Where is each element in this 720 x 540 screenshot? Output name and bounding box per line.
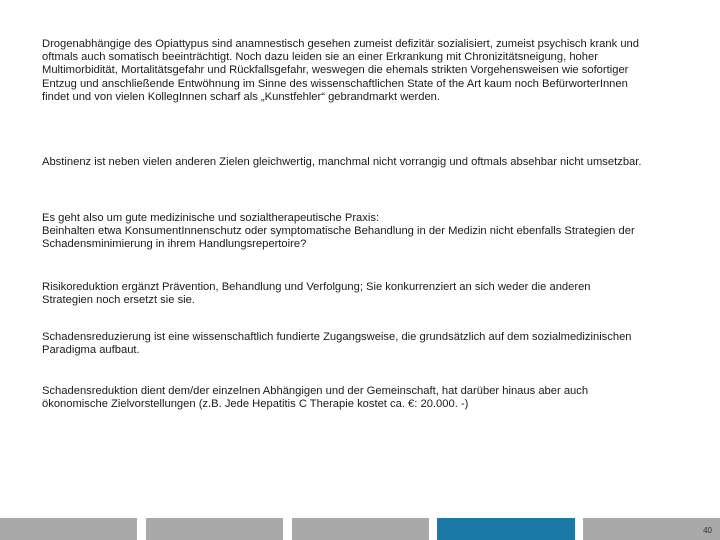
paragraph-opiate-users: Drogenabhängige des Opiattypus sind anamnestisch gesehen zumeist defizitär sozialisiert, zumeist psychisch krank und oftmals auch somatisch beeinträchtigt. Noch dazu leiden sie an einer Erkrankung mit Chronizitätsneigung, hoher Multimorbidität, Mortalitätsgefahr und Rückfallsgefahr, weswegen die ehemals strikten Vorgehensweisen wie sofortiger Entzug und anschließende Entwöhnung im Sinne des wissenschaftlichen State of the Art kaum noch BefürworterInnen findet und von vielen KollegInnen scharf als „Kunstfehler“ gebrandmarkt werden. <box>42 38 639 103</box>
paragraph-harm-reduction-economics: Schadensreduktion dient dem/der einzelnen Abhängigen und der Gemeinschaft, hat darüber hinaus aber auch ökonomische Zielvorstellungen (z.B. Jede Hepatitis C Therapie kostet ca. €: 20.000. -) <box>42 385 589 411</box>
footer-segment <box>292 518 429 540</box>
paragraph-harm-reduction-approach: Schadensreduzierung ist eine wissenschaftlich fundierte Zugangsweise, die grundsätzlich auf dem sozialmedizinischen Paradigma aufbaut. <box>42 331 632 357</box>
footer-bar <box>0 518 720 540</box>
paragraph-good-practice: Es geht also um gute medizinische und sozialtherapeutische Praxis: Beinhalten etwa KonsumentInnenschutz oder symptomatische Behandlung in der Medizin nicht ebenfalls Strategien der Schadensminimierung in ihrem Handlungsrepertoire? <box>42 212 635 251</box>
paragraph-abstinence: Abstinenz ist neben vielen anderen Zielen gleichwertig, manchmal nicht vorrangig und oftmals absehbar nicht umsetzbar. <box>42 156 642 168</box>
footer-segment <box>146 518 283 540</box>
page-number: 40 <box>703 526 712 535</box>
footer-segment <box>0 518 137 540</box>
paragraph-risk-reduction: Risikoreduktion ergänzt Prävention, Behandlung und Verfolgung; Sie konkurrenziert an sich weder die anderen Strategien noch ersetzt sie sie. <box>42 281 591 307</box>
footer-segment <box>583 518 720 540</box>
footer-segment-active <box>437 518 575 540</box>
